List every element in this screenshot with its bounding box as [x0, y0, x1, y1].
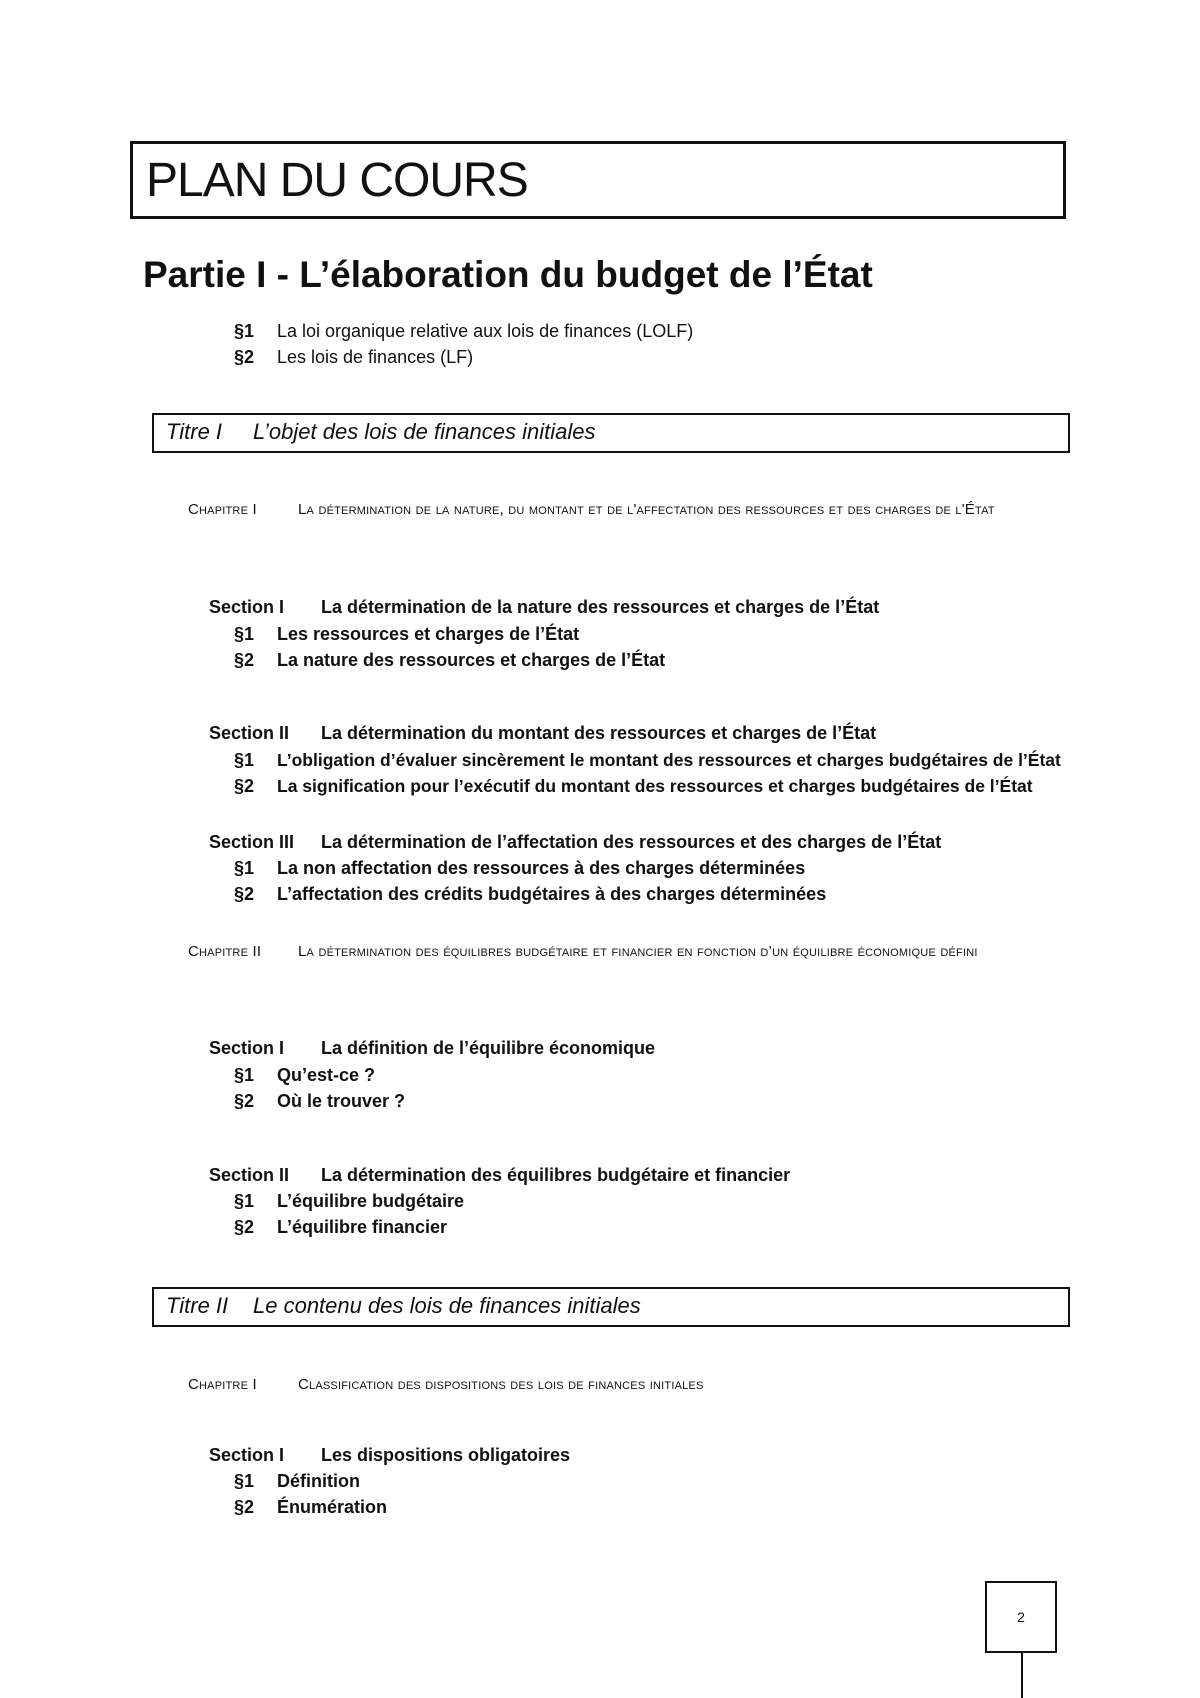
paragraph-number: §2 [234, 347, 255, 367]
paragraph-number: §2 [234, 776, 255, 796]
chapitre-label: Chapitre I [188, 1376, 257, 1393]
titre-label: Titre I [166, 419, 223, 444]
section-label: Section I [209, 1445, 285, 1465]
section-text: Les dispositions obligatoires [321, 1445, 571, 1465]
main-title: PLAN DU COURS [146, 154, 528, 207]
section-label: Section I [209, 1038, 285, 1058]
paragraph-number: §1 [234, 321, 255, 341]
paragraph-text: La signification pour l’exécutif du montant des ressources et charges budgétaires de l’État [277, 776, 1033, 796]
page-number: 2 [1017, 1609, 1025, 1625]
page-number-line [1021, 1653, 1023, 1698]
section-text: La détermination du montant des ressources et charges de l’État [321, 723, 877, 743]
paragraph-text: Qu’est-ce ? [277, 1065, 376, 1085]
section-text: La détermination des équilibres budgétaire et financier [321, 1165, 791, 1185]
paragraph-text: La nature des ressources et charges de l’État [277, 650, 666, 670]
titre-text: Le contenu des lois de finances initiales [253, 1293, 641, 1318]
paragraph-text: L’obligation d’évaluer sincèrement le montant des ressources et charges budgétaires de l’État [277, 750, 1061, 770]
chapitre-text: Classification des dispositions des lois de finances initiales [298, 1376, 704, 1393]
paragraph-number: §1 [234, 624, 255, 644]
paragraph-text: L’équilibre budgétaire [277, 1191, 465, 1211]
section-label: Section II [209, 1165, 290, 1185]
paragraph-number: §1 [234, 1191, 255, 1211]
chapitre-text: La détermination des équilibres budgétaire et financier en fonction d’un équilibre économique défini [298, 943, 978, 960]
section-text: La détermination de l’affectation des ressources et des charges de l’État [321, 832, 942, 852]
paragraph-number: §2 [234, 884, 255, 904]
chapitre-text: La détermination de la nature, du montant et de l'affectation des ressources et des charges de l'État [298, 501, 995, 518]
paragraph-text: Les lois de finances (LF) [277, 347, 474, 367]
chapitre-label: Chapitre I [188, 501, 257, 518]
paragraph-text: Les ressources et charges de l’État [277, 624, 580, 644]
page-number-box [985, 1581, 1057, 1653]
partie-title: Partie I - L’élaboration du budget de l’État [143, 254, 873, 295]
paragraph-text: L’équilibre financier [277, 1217, 448, 1237]
paragraph-number: §2 [234, 650, 255, 670]
paragraph-number: §1 [234, 858, 255, 878]
paragraph-text: La loi organique relative aux lois de finances (LOLF) [277, 321, 694, 341]
paragraph-number: §2 [234, 1217, 255, 1237]
section-text: La définition de l’équilibre économique [321, 1038, 656, 1058]
paragraph-text: Énumération [277, 1497, 388, 1517]
titre-text: L’objet des lois de finances initiales [253, 419, 596, 444]
paragraph-number: §1 [234, 1471, 255, 1491]
section-text: La détermination de la nature des ressources et charges de l’État [321, 597, 880, 617]
paragraph-number: §1 [234, 1065, 255, 1085]
paragraph-text: L’affectation des crédits budgétaires à des charges déterminées [277, 884, 827, 904]
section-label: Section I [209, 597, 285, 617]
paragraph-number: §2 [234, 1497, 255, 1517]
paragraph-number: §2 [234, 1091, 255, 1111]
paragraph-text: Définition [277, 1471, 360, 1491]
section-label: Section II [209, 723, 290, 743]
chapitre-label: Chapitre II [188, 943, 262, 960]
titre-label: Titre II [166, 1293, 229, 1318]
paragraph-text: La non affectation des ressources à des charges déterminées [277, 858, 806, 878]
paragraph-number: §1 [234, 750, 255, 770]
paragraph-text: Où le trouver ? [277, 1091, 406, 1111]
section-label: Section III [209, 832, 295, 852]
